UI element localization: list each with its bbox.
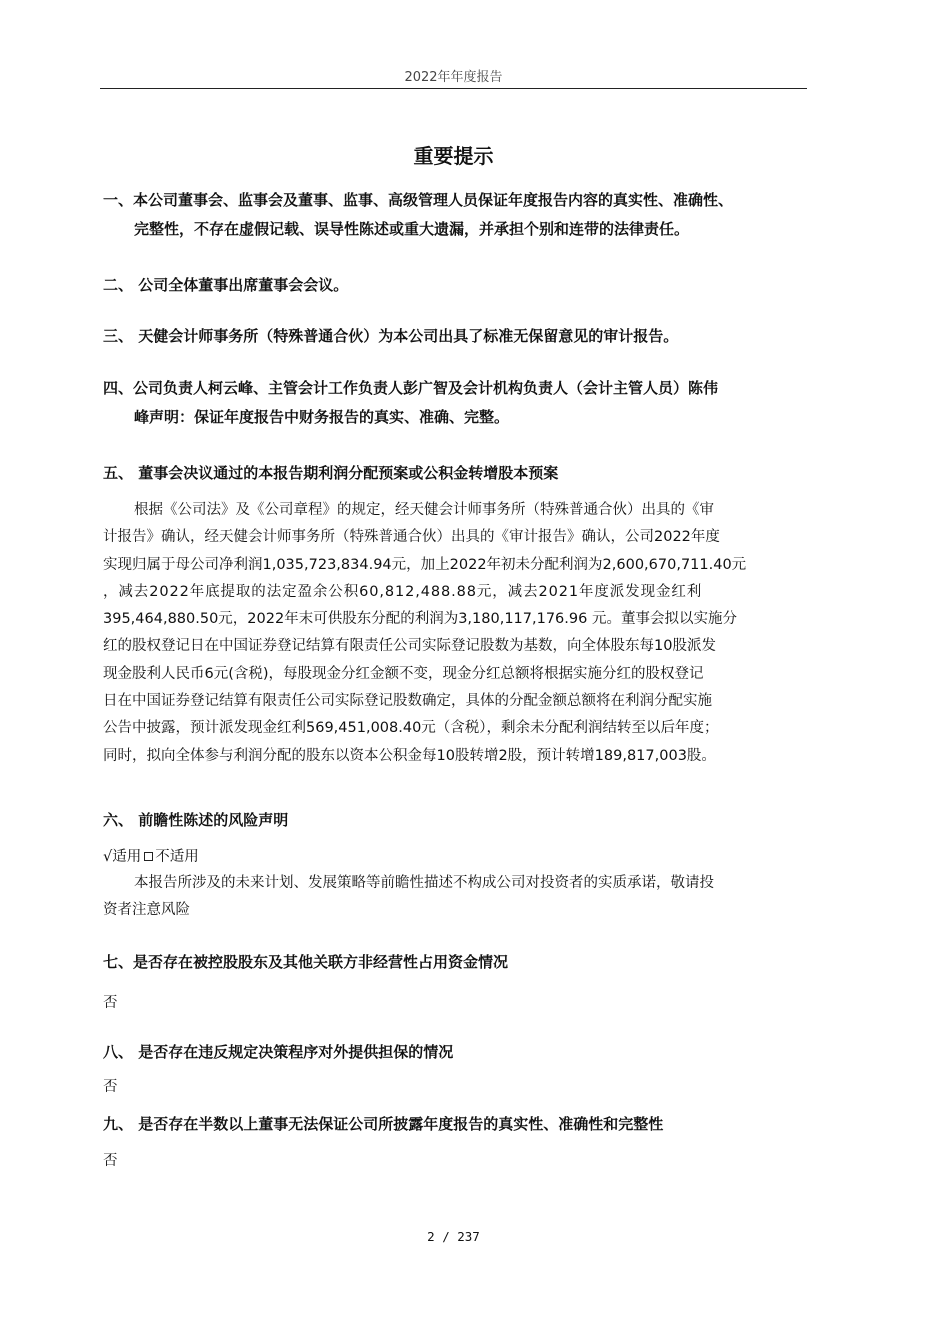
- section-1: [103, 186, 818, 244]
- section-5-line: 395,464,880.50元，2022年末可供股东分配的利润为3,180,117,176.96 元。董事会拟以实施分: [103, 611, 737, 628]
- section-8-heading: 八、 是否存在违反规定决策程序对外提供担保的情况: [103, 1043, 454, 1061]
- section-3: 三、 天健会计师事务所（特殊普通合伙）为本公司出具了标准无保留意见的审计报告。: [103, 327, 679, 345]
- section-8-answer: 否: [103, 1079, 118, 1095]
- section-5-line: ，减去2022年底提取的法定盈余公积60,812,488.88元，减去2021年度派发现金红利: [103, 583, 703, 600]
- section-5-line: 计报告》确认，经天健会计师事务所（特殊普通合伙）出具的《审计报告》确认，公司2022年度: [103, 529, 720, 546]
- section-4-line-1: 四、公司负责人柯云峰、主管会计工作负责人彭广智及会计机构负责人（会计主管人员）陈伟: [103, 379, 719, 397]
- section-5-line: 实现归属于母公司净利润1,035,723,834.94元，加上2022年初未分配利润为2,600,670,711.40元: [103, 556, 747, 573]
- section-5-heading: 五、 董事会决议通过的本报告期利润分配预案或公积金转增股本预案: [103, 464, 559, 482]
- applicability-options: [103, 845, 199, 866]
- section-6-heading: 六、 前瞻性陈述的风险声明: [103, 811, 289, 829]
- applicable-checked: √适用: [103, 849, 142, 865]
- section-5-line: 根据《公司法》及《公司章程》的规定，经天健会计师事务所（特殊普通合伙）出具的《审: [134, 502, 714, 518]
- section-6-body: [103, 870, 808, 925]
- page-number: 2 / 237: [427, 1229, 480, 1244]
- section-4-line-2: 峰声明：保证年度报告中财务报告的真实、准确、完整。: [134, 408, 510, 426]
- section-5-body: [103, 497, 808, 770]
- section-9-heading: 九、 是否存在半数以上董事无法保证公司所披露年度报告的真实性、准确性和完整性: [103, 1115, 664, 1133]
- section-7-heading: 七、是否存在被控股股东及其他关联方非经营性占用资金情况: [103, 953, 509, 971]
- section-1-line-2: 完整性，不存在虚假记载、误导性陈述或重大遗漏，并承担个别和连带的法律责任。: [134, 220, 690, 238]
- section-4: [103, 374, 818, 432]
- section-9-answer: 否: [103, 1153, 118, 1169]
- section-5-line: 同时，拟向全体参与利润分配的股东以资本公积金每10股转增2股，预计转增189,817,003股。: [103, 747, 716, 764]
- unchecked-box-icon: [144, 852, 153, 861]
- section-5-line: 日在中国证券登记结算有限责任公司实际登记股数确定，具体的分配金额总额将在利润分配实施: [103, 693, 712, 710]
- running-header: 2022年年度报告: [404, 70, 503, 85]
- section-5-line: 公告中披露，预计派发现金红利569,451,008.40元（含税），剩余未分配利润结转至以后年度；: [103, 720, 719, 737]
- not-applicable-label: 不适用: [155, 849, 199, 865]
- section-1-line-1: 一、本公司董事会、监事会及董事、监事、高级管理人员保证年度报告内容的真实性、准确性、: [103, 191, 734, 209]
- page-title: 重要提示: [413, 144, 494, 168]
- section-5-line: 红的股权登记日在中国证券登记结算有限责任公司实际登记股数为基数，向全体股东每10股派发: [103, 638, 716, 655]
- section-2: 二、 公司全体董事出席董事会会议。: [103, 276, 349, 294]
- header-rule: [100, 88, 807, 89]
- section-5-line: 现金股利人民币6元(含税)，每股现金分红金额不变，现金分红总额将根据实施分红的股权登记: [103, 665, 704, 682]
- section-7-answer: 否: [103, 995, 118, 1011]
- section-6-line-2: 资者注意风险: [103, 902, 190, 919]
- section-6-line-1: 本报告所涉及的未来计划、发展策略等前瞻性描述不构成公司对投资者的实质承诺，敬请投: [134, 875, 714, 891]
